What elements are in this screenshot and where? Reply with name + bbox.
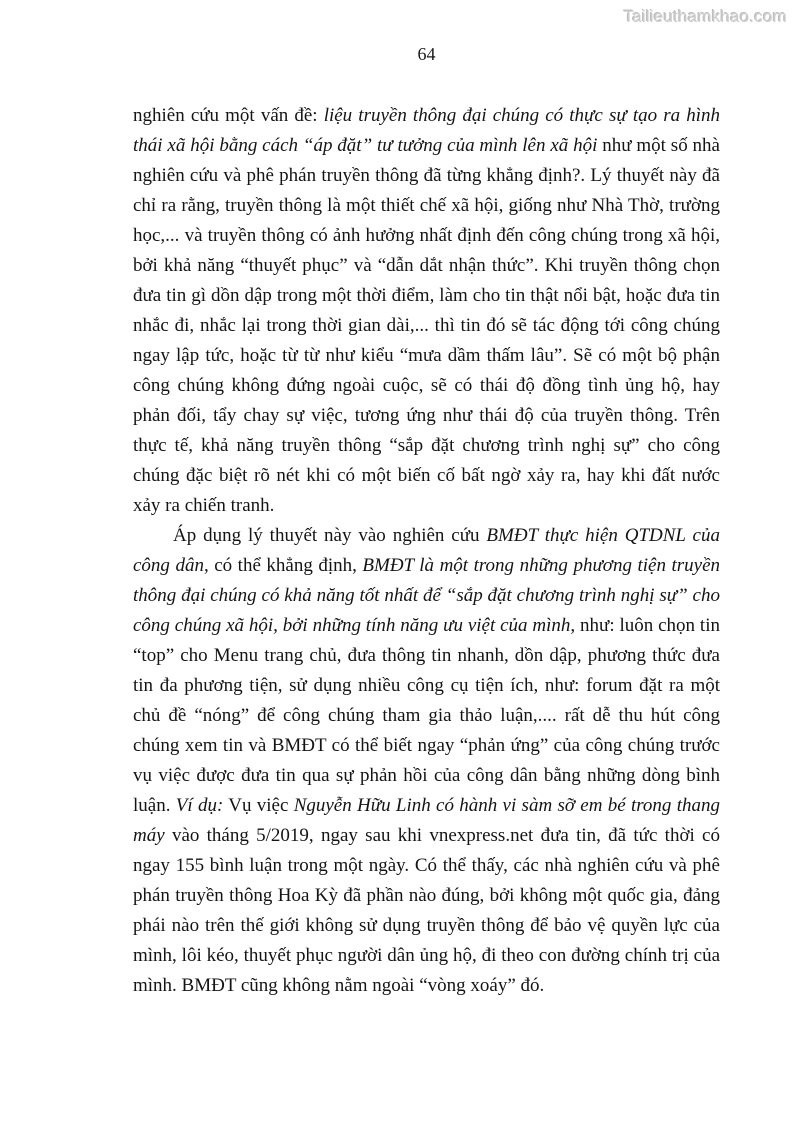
text-segment: như một số nhà nghiên cứu và phê phán truyền thông đã từng khẳng định?. Lý thuyết này đã chỉ ra rằng, truyền thông là một thiết chế xã hội, giống như Nhà Thờ, trường học,... và truyền thông có ảnh hưởng nhất định đến công chúng trong xã hội, bởi khả năng “thuyết phục” và “dẫn dắt nhận thức”. Khi truyền thông chọn đưa tin gì dồn dập trong một thời điểm, làm cho tin thật nổi bật, hoặc đưa tin nhắc đi, nhắc lại trong thời gian dài,... thì tin đó sẽ tác động tới công chúng ngay lập tức, hoặc từ từ như kiểu “mưa dầm thấm lâu”. Sẽ có một bộ phận công chúng không đứng ngoài cuộc, sẽ có thái độ đồng tình ủng hộ, hay phản đối, tẩy chay sự việc, tương ứng như thái độ của truyền thông. Trên thực tế, khả năng truyền thông “sắp đặt chương trình nghị sự” cho công chúng đặc biệt rõ nét khi có một biến cố bất ngờ xảy ra, hay khi đất nước xảy ra chiến tranh. [133, 135, 720, 516]
text-segment: như: luôn chọn tin “top” cho Menu trang chủ, đưa thông tin nhanh, dồn dập, phương thức đưa tin đa phương tiện, sử dụng nhiều công cụ tiện ích, như: forum đặt ra một chủ đề “nóng” để công chúng tham gia thảo luận,.... rất dễ thu hút công chúng xem tin và BMĐT có thể biết ngay “phản ứng” của công chúng trước vụ việc được đưa tin qua sự phản hồi của công dân bằng những dòng bình luận. [133, 615, 720, 816]
page-number: 64 [417, 44, 436, 64]
text-segment: liệu truyền thông đại chúng có thực sự tạo ra hình thái xã hội bằng cách “áp đặt” tư tưởng của mình lên xã hội [133, 105, 720, 156]
text-segment: vào tháng 5/2019, ngay sau khi vnexpress.net đưa tin, đã tức thời có ngay 155 bình luận trong một ngày. Có thể thấy, các nhà nghiên cứu và phê phán truyền thông Hoa Kỳ đã phần nào đúng, bởi không một quốc gia, đảng phái nào trên thế giới không sử dụng truyền thông để bảo vệ quyền lực của mình, lôi kéo, thuyết phục người dân ủng hộ, đi theo con đường chính trị của mình. BMĐT cũng không nằm ngoài “vòng xoáy” đó. [133, 825, 720, 996]
page-body [133, 101, 720, 1001]
text-segment: , có thể khẳng định, [203, 555, 363, 576]
paragraph-1 [133, 101, 720, 521]
text-segment: Nguyễn Hữu Linh có hành vi sàm sỡ em bé trong thang máy [133, 795, 720, 846]
text-segment: nghiên cứu một vấn đề: [133, 105, 324, 126]
text-segment: Áp dụng lý thuyết này vào nghiên cứu [173, 525, 487, 546]
text-segment: Vụ việc [223, 795, 294, 816]
text-segment: Ví dụ: [175, 795, 224, 816]
text-segment: BMĐT là một trong những phương tiện truyền thông đại chúng có khả năng tốt nhất để “sắp đặt chương trình nghị sự” cho công chúng xã hội, bởi những tính năng ưu việt của mình, [133, 555, 721, 636]
text-segment: BMĐT thực hiện QTDNL của công dân [133, 525, 720, 576]
watermark: Tailieuthamkhao.com [623, 7, 787, 26]
paragraph-2 [133, 521, 720, 1001]
